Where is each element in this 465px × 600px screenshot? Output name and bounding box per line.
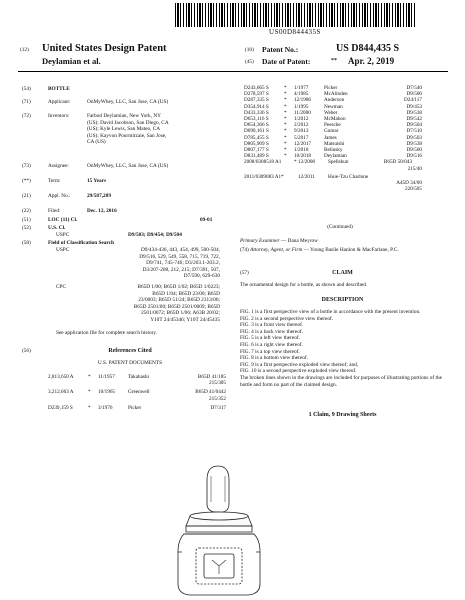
ref-class: D9/504 — [406, 122, 422, 129]
field-58-code: (58) — [22, 240, 31, 246]
ref-class-cont: 215/305 — [208, 380, 226, 387]
attorney-label: Attorney, Agent, or Firm — [250, 247, 303, 253]
ref-kind: * — [284, 103, 287, 110]
ref-class: D9/542 — [406, 116, 422, 123]
inventor-line: Farbod Deylamian, New York, NY — [87, 113, 162, 119]
filed-label: Filed: — [48, 208, 61, 214]
continued-note: (Continued) — [327, 224, 353, 230]
ref-class: D9/503 — [406, 134, 422, 141]
description-line: FIG. 4 is a back view thereof. — [240, 328, 303, 335]
description-heading: DESCRIPTION — [321, 297, 364, 303]
ref-kind: * — [88, 404, 91, 411]
search-uspc-line: D3/207-208, 212, 215; D7/391, 507, — [142, 266, 220, 273]
ref-kind: * — [284, 122, 287, 129]
ref-name: Deylamian — [324, 153, 347, 160]
patent-no-label: Patent No.: — [262, 45, 299, 54]
ref-name: Takahashi — [128, 374, 149, 380]
ref-kind: * — [284, 91, 287, 98]
ref-class-cont: 215/40 — [407, 165, 422, 172]
ref-kind: * — [284, 97, 287, 104]
search-uspc-line: D9/434-436, 443, 454, 499, 500-504, — [140, 247, 220, 253]
left-references — [48, 374, 226, 411]
us-cl-label: U.S. Cl. — [48, 225, 66, 231]
description-line: FIG. 3 is a front view thereof. — [240, 322, 304, 329]
term-value: 15 Years — [87, 178, 107, 184]
description-line: FIG. 2 is a second perspective view thereof. — [240, 315, 334, 322]
ref-date: 1/2012 — [294, 116, 309, 123]
ref-patent: D354,914 S — [244, 103, 269, 110]
reference-row-cont — [244, 186, 422, 192]
ref-date: 12/2011 — [298, 173, 315, 180]
document-title: United States Design Patent — [42, 43, 167, 54]
ref-name: Newman — [324, 103, 343, 110]
ref-date: 5/2017 — [294, 134, 309, 141]
design-title: BOTTLE — [48, 86, 70, 92]
ref-kind: * — [284, 116, 287, 123]
ref-class: D9/500 — [406, 91, 422, 98]
search-cpc-list — [75, 284, 220, 324]
description-line: FIG. 7 is a top view thereof. — [240, 348, 300, 355]
appl-no-value: 29/587,289 — [87, 193, 111, 199]
applicant-value: OnMyWhey, LLC, San Jose, CA (US) — [87, 99, 169, 105]
field-54-code: (54) — [22, 86, 31, 92]
authors: Deylamian et al. — [42, 56, 101, 66]
ref-name: James — [324, 134, 337, 141]
reference-row — [244, 159, 422, 165]
ref-class: D24/117 — [404, 97, 422, 104]
ref-patent: D243,665 S — [244, 85, 269, 91]
ref-class: D7/317 — [210, 404, 226, 411]
inventor-line: (US); David Jacobson, San Diego, CA — [87, 119, 169, 126]
ref-class: D9/500 — [406, 147, 422, 154]
ref-patent: 2,813,650 A — [48, 374, 74, 380]
examiner-label: Primary Examiner — [240, 238, 280, 244]
claim-heading: CLAIM — [332, 270, 353, 276]
ref-name: Belinsky — [324, 147, 343, 154]
ref-patent: 3,212,663 A — [48, 389, 74, 396]
ref-class: D9/453 — [406, 103, 422, 110]
loc-value: 09-01 — [200, 217, 213, 223]
applicant-label: Applicant: — [48, 99, 71, 105]
ref-class: B65D 41/185 — [197, 374, 226, 380]
field-21-code: (21) — [22, 193, 31, 199]
ref-class: D9/538 — [406, 109, 422, 116]
inventor-line: (US); Kayvon Pourmirzaie, San Jose, — [87, 132, 167, 139]
reference-row — [48, 389, 226, 395]
ref-kind: * — [284, 128, 287, 135]
assignee-value: OnMyWhey, LLC, San Jose, CA (US) — [87, 163, 169, 169]
ref-date: 11/1957 — [98, 374, 115, 380]
term-code: (**) — [22, 178, 31, 184]
ref-name: Gumar — [324, 128, 339, 135]
ref-class: D7/510 — [406, 128, 422, 135]
ref-date: 4/1985 — [294, 91, 309, 98]
ref-class: D9/538 — [406, 140, 422, 147]
search-cpc-line: Y10T 24/45346; Y10T 24/45435 — [150, 316, 220, 323]
header-divider — [18, 71, 448, 72]
ref-name: Matsuishi — [324, 140, 345, 147]
date-label: Date of Patent: — [262, 57, 311, 66]
date-stars: ** — [331, 58, 337, 64]
ref-kind: * — [88, 374, 91, 380]
description-line: The broken lines shown in the drawings are included for purposes of illustrating portions of the bottle and form no part of the claimed design. — [240, 374, 442, 388]
ref-name: Greenwell — [128, 389, 150, 396]
ref-name: McMahon — [324, 116, 346, 123]
claim-text: The ornamental design for a bottle, as shown and described. — [240, 282, 368, 288]
ref-patent: D807,177 S — [244, 147, 269, 154]
ref-name: Anderson — [324, 97, 345, 104]
search-cpc-line: B65D 2501/00; B65D 2501/0009; B65D — [133, 303, 220, 310]
ref-name: Huie-Tzu Charlone — [328, 173, 369, 180]
ref-class: B65D 41/0442 — [195, 389, 226, 396]
ref-date: 12/1986 — [294, 97, 312, 104]
ref-date: 10/1965 — [98, 389, 116, 396]
search-cpc-line: 23/0003; B65D 51/24; B65D 2313/00; — [138, 297, 220, 304]
ref-kind: * — [294, 159, 297, 166]
ref-kind: * — [284, 109, 287, 116]
ref-date: 1/2018 — [294, 147, 309, 154]
description-line: FIG. 6 is a right view thereof. — [240, 341, 303, 348]
ref-kind: * — [284, 134, 287, 141]
field-51-code: (51) — [22, 217, 31, 223]
uspc-value: D9/503; D9/454; D9/504 — [128, 232, 182, 238]
ref-patent: D831,489 S — [244, 153, 269, 160]
search-note: See application file for complete search history. — [56, 330, 157, 336]
ref-patent: D278,597 S — [244, 91, 269, 98]
loc-label: LOC (11) Cl. — [48, 217, 78, 223]
ref-date: 9/2013 — [294, 128, 309, 135]
us-docs-heading: U.S. PATENT DOCUMENTS — [97, 360, 163, 366]
attorney-line — [240, 247, 445, 254]
search-uspc-label: USPC — [56, 247, 70, 253]
description-line: FIG. 8 is a bottom view thereof. — [240, 355, 308, 362]
ref-class: D9/516 — [406, 153, 422, 160]
reference-row — [48, 405, 226, 411]
term-label: Term: — [48, 178, 61, 184]
ref-patent: 2008/0308518 A1 — [244, 159, 282, 166]
ref-name: Peesche — [324, 122, 341, 129]
description-line: FIG. 1 is a first perspective view of a bottle in accordance with the present invention. — [240, 309, 421, 315]
description-line: FIG. 9 is a first perspective exploded view thereof; and, — [240, 361, 359, 368]
field-74-code: (74) — [240, 247, 249, 253]
assignee-label: Assignee: — [48, 163, 69, 169]
field-56-code: (56) — [22, 348, 31, 354]
ref-class-cont: 215/352 — [208, 395, 226, 402]
ref-patent: 2011/0309083 A1* — [244, 173, 284, 180]
ref-kind: * — [88, 389, 91, 396]
barcode-text: US00D844435S — [269, 28, 321, 36]
ref-patent: D287,335 S — [244, 97, 269, 104]
search-cpc-line: 2501/0072; B65D 1/06; A63B 20/02; — [141, 310, 220, 317]
ref-name: Spellshun — [328, 159, 349, 166]
references-heading: References Cited — [108, 348, 152, 354]
search-field-label: Field of Classification Search — [48, 240, 114, 246]
search-uspc-list — [92, 247, 220, 280]
reference-row-cont — [48, 396, 226, 402]
ref-class: D7/540 — [406, 85, 422, 91]
field-73-code: (73) — [22, 163, 31, 169]
inventors-list — [87, 113, 169, 146]
ref-kind: * — [284, 147, 287, 154]
search-cpc-label: CPC — [56, 284, 67, 290]
ref-kind: * — [284, 85, 287, 91]
ref-date: 12/2008 — [298, 159, 316, 166]
barcode-image — [175, 3, 415, 27]
ref-date: 11/2000 — [294, 109, 311, 116]
ref-patent: D785,455 S — [244, 134, 269, 141]
reference-row — [48, 374, 226, 380]
patent-number: US D844,435 S — [336, 43, 400, 54]
ref-date: 3/1976 — [98, 404, 113, 411]
inventor-line: (US); Kyle Lewis, San Mateo, CA — [87, 126, 161, 133]
ref-name: Picker — [128, 404, 142, 411]
ref-class: B65D 50/043 — [383, 159, 412, 166]
right-references — [244, 85, 422, 192]
ref-date: 1/1977 — [294, 85, 309, 91]
description-line: FIG. 5 is a left view thereof. — [240, 335, 301, 342]
search-uspc-line: D9/516, 529, 549, 558, 715, 719, 722, — [139, 253, 220, 260]
ref-class-cont: 220/505 — [404, 186, 422, 193]
description-line: FIG. 10 is a second perspective exploded view thereof. — [240, 368, 357, 375]
attorney-value: — Young Basile Hanlon & MacFarlane, P.C. — [303, 247, 399, 253]
ref-date: 12/2017 — [294, 140, 312, 147]
claims-sheets-summary: 1 Claim, 9 Drawing Sheets — [308, 412, 377, 418]
filed-value: Dec. 12, 2016 — [87, 208, 117, 214]
field-72-code: (72) — [22, 113, 31, 119]
date-code: (45) — [245, 59, 254, 65]
ref-kind: * — [284, 153, 287, 160]
ref-patent: D433,336 S — [244, 109, 269, 116]
ref-patent: D239,159 S — [48, 404, 73, 411]
appl-no-label: Appl. No.: — [48, 193, 71, 199]
field-71-code: (71) — [22, 99, 31, 105]
inventors-label: Inventors: — [48, 113, 70, 119]
field-52-code: (52) — [22, 225, 31, 231]
ref-patent: D654,366 S — [244, 122, 269, 129]
ref-date: 2/2012 — [294, 122, 309, 129]
description-list — [240, 309, 445, 388]
ref-name: Weber — [324, 109, 338, 116]
ref-patent: D653,116 S — [244, 116, 269, 123]
ref-kind: * — [284, 140, 287, 147]
ref-date: 1/1995 — [294, 103, 309, 110]
ref-name: Picker — [324, 85, 338, 91]
examiner-value: — Dana Meyrow — [280, 238, 318, 244]
carabiner-outline — [207, 466, 220, 512]
bottle-drawing — [160, 460, 290, 598]
ref-patent: D805,909 S — [244, 140, 269, 147]
patent-date: Apr. 2, 2019 — [348, 56, 395, 66]
ref-class-cont: A45D 34/00 — [396, 180, 422, 187]
ref-date: 10/2018 — [294, 153, 312, 160]
uspc-label: USPC — [56, 232, 70, 238]
field-22-code: (22) — [22, 208, 31, 214]
examiner-line — [240, 238, 445, 245]
ref-patent: D690,161 S — [244, 128, 269, 135]
field-57-code: (57) — [240, 270, 249, 276]
reference-row-cont — [48, 380, 226, 386]
search-uspc-line: D7/590, 629-630 — [183, 273, 220, 280]
country-code: (12) — [20, 47, 29, 53]
search-cpc-line: B65D 1/00; B65D 1/02; B65D 1/0223; — [137, 284, 220, 290]
inventor-line: CA (US) — [87, 139, 106, 146]
ref-name: McAlinden — [324, 91, 348, 98]
patent-no-code: (10) — [245, 47, 254, 53]
search-cpc-line: B65D 1/04; B65D 23/00; B65D — [152, 290, 220, 297]
reference-row-cont — [244, 166, 422, 172]
search-uspc-line: D9/741, 745-746; D3/203.1-203.2, — [146, 260, 220, 267]
